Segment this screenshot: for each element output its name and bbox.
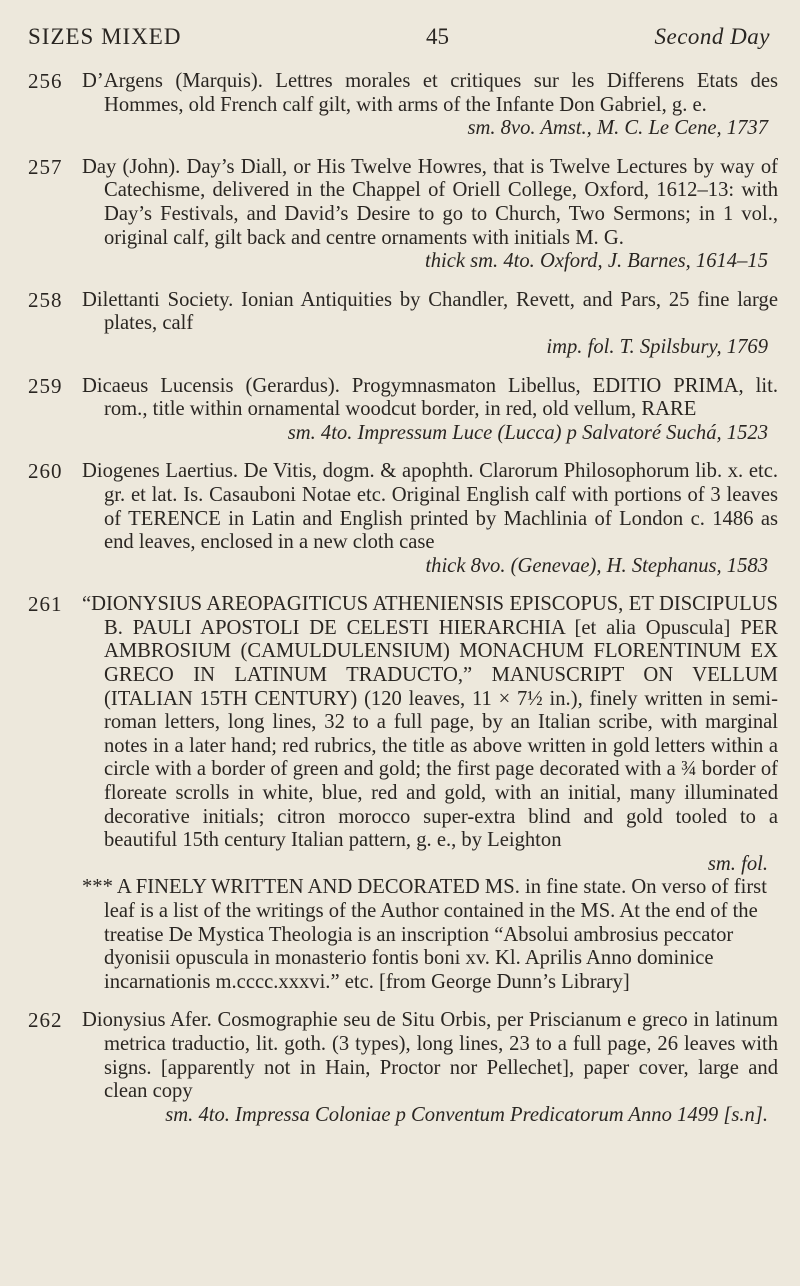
lot-description: “DIONYSIUS AREOPAGITICUS ATHENIENSIS EPISCOPUS, ET DISCIPULUS B. PAULI APOSTOLI DE CELESTI HIERARCHIA [et alia Opuscula] PER AMBROSIUM (CAMULDULENSIUM) MONACHUM FLORENTINUM EX GRECO IN LATINUM TRADUCTO,” MANUSCRIPT ON VELLUM (ITALIAN 15TH CENTURY) (120 leaves, 11 × 7½ in.), finely written in semi-roman letters, long lines, 32 to a full page, by an Italian scribe, with marginal notes in a later hand; red rubrics, the title as above written in gold letters within a circle with a border of green and gold; the first page decorated with a ¾ border of floreate scrolls in white, blue, red and gold, with an initial, many illuminated decorative initials; citron morocco super-extra blind and gold tooled to a beautiful 15th century Italian pattern, g. e., by Leighton: [82, 593, 778, 852]
lot-imprint: thick sm. 4to. Oxford, J. Barnes, 1614–15: [425, 250, 768, 273]
lot-entry: [28, 1009, 778, 1127]
lot-imprint: sm. 8vo. Amst., M. C. Le Cene, 1737: [467, 117, 768, 140]
lot-entry: [28, 460, 778, 578]
lot-number: 260: [28, 459, 63, 484]
day-heading: Second Day: [654, 24, 770, 49]
lot-number: 258: [28, 287, 63, 312]
lot-description: D’Argens (Marquis). Lettres morales et critiques sur les Differens Etats des Hommes, old French calf gilt, with arms of the Infante Don Gabriel, g. e.: [82, 70, 778, 116]
lot-imprint: sm. 4to. Impressa Coloniae p Conventum Predicatorum Anno 1499 [s.n].: [165, 1103, 768, 1126]
lot-description: Day (John). Day’s Diall, or His Twelve Howres, that is Twelve Lectures by way of Catechisme, delivered in the Chappel of Oriell College, Oxford, 1612–13: with Day’s Festivals, and David’s Desire to go to Church, Two Sermons; in 1 vol., original calf, gilt back and centre ornaments with initials M. G.: [82, 155, 778, 249]
section-heading: SIZES MIXED: [28, 24, 182, 49]
lot-entry: [28, 70, 778, 141]
page-number: 45: [426, 24, 449, 49]
lot-entry: [28, 156, 778, 274]
lot-imprint: thick 8vo. (Genevae), H. Stephanus, 1583: [425, 554, 768, 577]
lot-entry: [28, 593, 778, 994]
lot-imprint: sm. 4to. Impressum Luce (Lucca) p Salvatoré Suchá, 1523: [287, 421, 768, 444]
lot-entry: [28, 289, 778, 360]
running-header: [28, 24, 770, 54]
lot-number: 257: [28, 154, 63, 179]
lot-imprint: imp. fol. T. Spilsbury, 1769: [546, 335, 768, 358]
lot-number: 261: [28, 592, 63, 617]
lot-number: 259: [28, 373, 63, 398]
lot-number: 262: [28, 1008, 63, 1033]
lot-description: Dilettanti Society. Ionian Antiquities by Chandler, Revett, and Pars, 25 fine large plates, calf: [82, 288, 778, 335]
lot-list: [28, 70, 778, 1142]
lot-description: Dionysius Afer. Cosmographie seu de Situ Orbis, per Priscianum e greco in latinum metrica traductio, lit. goth. (3 types), long lines, 23 to a full page, 26 leaves with signs. [apparently not in Hain, Proctor nor Pellechet], paper cover, large and clean copy: [82, 1009, 778, 1103]
lot-imprint: sm. fol.: [707, 852, 768, 875]
lot-description: Dicaeus Lucensis (Gerardus). Progymnasmaton Libellus, EDITIO PRIMA, lit. rom., title within ornamental woodcut border, in red, old vellum, RARE: [82, 374, 778, 421]
lot-number: 256: [28, 69, 63, 93]
lot-description: Diogenes Laertius. De Vitis, dogm. & apophth. Clarorum Philosophorum lib. x. etc. gr. et lat. Is. Casauboni Notae etc. Original English calf with portions of 3 leaves of TERENCE in Latin and English printed by Machlinia of London c. 1486 as end leaves, enclosed in a new cloth case: [82, 460, 778, 554]
lot-entry: [28, 375, 778, 446]
lot-note: *** A FINELY WRITTEN AND DECORATED MS. in fine state. On verso of first leaf is a list of the writings of the Author contained in the MS. At the end of the treatise De Mystica Theologia is an inscription “Absolui ambrosius peccator dyonisii opuscula in monasterio fontis boni xv. Kl. Aprilis Anno dominice incarnationis m.cccc.xxxvi.” etc. [from George Dunn’s Library]: [82, 876, 767, 993]
